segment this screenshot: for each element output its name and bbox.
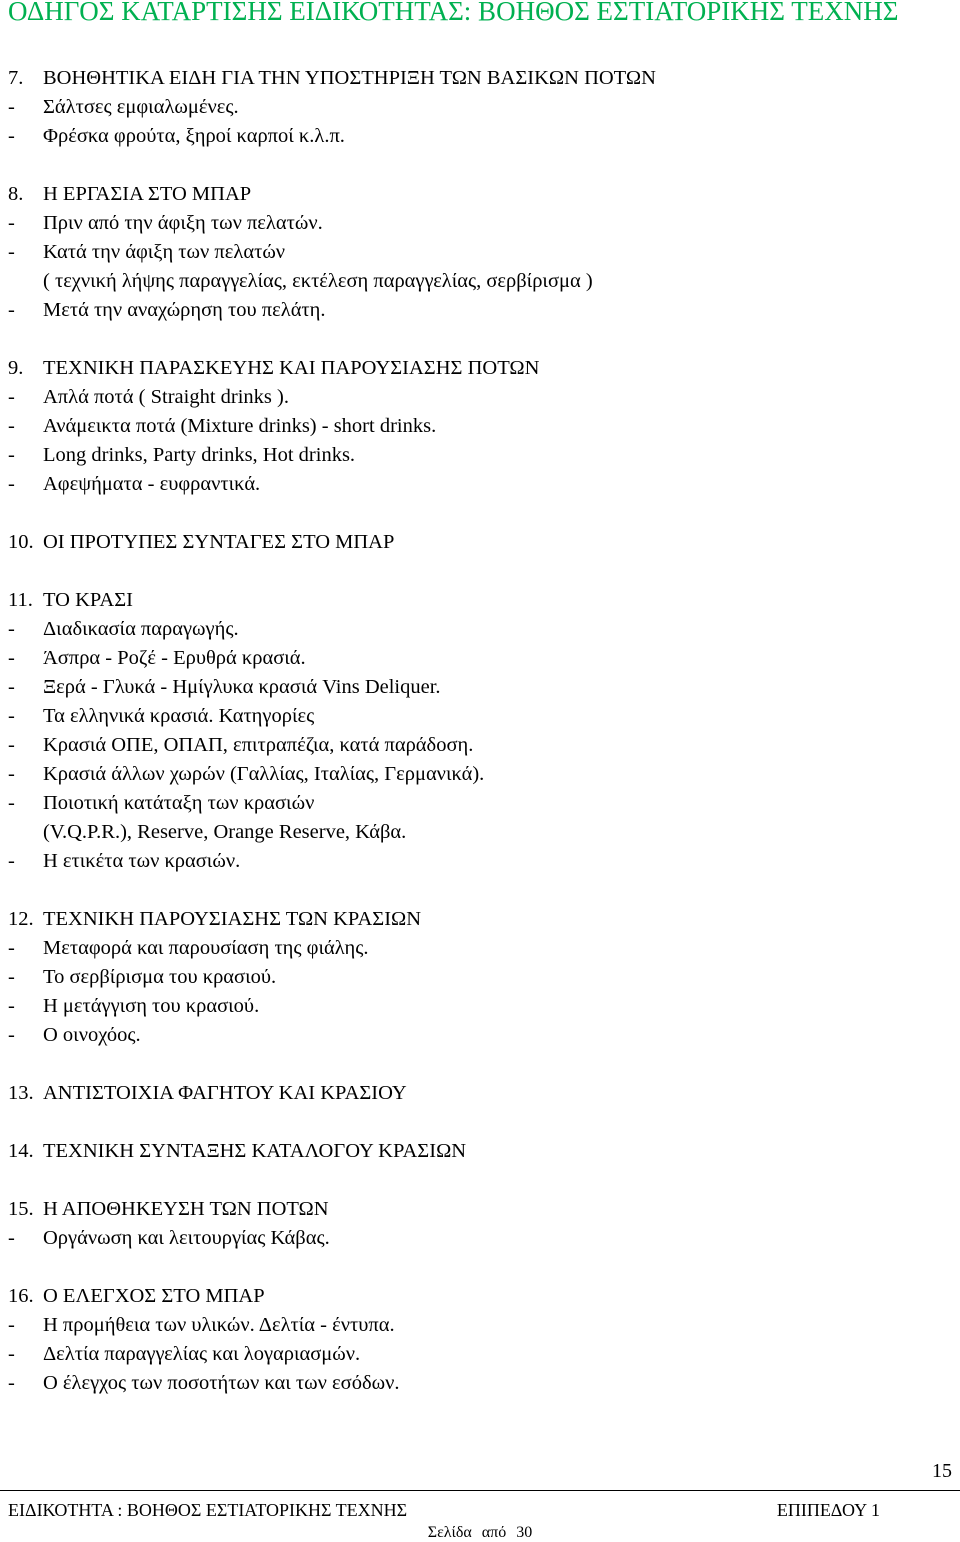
list-item-text: Το σερβίρισμα του κρασιού. bbox=[43, 966, 277, 988]
list-item-text: Κατά την άφιξη των πελατών bbox=[43, 241, 286, 263]
document-body bbox=[8, 64, 948, 1427]
section-heading bbox=[8, 1079, 948, 1108]
bullet-dash: - bbox=[8, 212, 15, 234]
list-item-text: Αφεψήματα - ευφραντικά. bbox=[43, 473, 261, 495]
section-number: 12. bbox=[8, 908, 34, 930]
section-title: ΤΟ ΚΡΑΣΙ bbox=[43, 589, 133, 611]
list-item bbox=[8, 760, 948, 789]
bullet-dash: - bbox=[8, 647, 15, 669]
bullet-dash: - bbox=[8, 966, 15, 988]
bullet-dash: - bbox=[8, 415, 15, 437]
bullet-dash: - bbox=[8, 1024, 15, 1046]
footer-specialty: ΕΙΔΙΚΟΤΗΤΑ : ΒΟΗΘΟΣ ΕΣΤΙΑΤΟΡΙΚΗΣ ΤΕΧΝΗΣ bbox=[8, 1500, 408, 1520]
list-item bbox=[8, 383, 948, 412]
section-number: 10. bbox=[8, 531, 34, 553]
section-title: ΤΕΧΝΙΚΗ ΠΑΡΟΥΣΙΑΣΗΣ ΤΩΝ ΚΡΑΣΙΩΝ bbox=[43, 908, 422, 930]
list-item-continuation: ( τεχνική λήψης παραγγελίας, εκτέλεση παραγγελίας, σερβίρισμα ) bbox=[43, 270, 593, 292]
section-heading bbox=[8, 1195, 948, 1224]
section-number: 7. bbox=[8, 67, 24, 89]
bullet-dash: - bbox=[8, 1314, 15, 1336]
list-item-text: Πριν από την άφιξη των πελατών. bbox=[43, 212, 323, 234]
list-item-text: Απλά ποτά ( Straight drinks ). bbox=[43, 386, 289, 408]
section-number: 8. bbox=[8, 183, 24, 205]
list-item bbox=[8, 1369, 948, 1398]
section-title: ΤΕΧΝΙΚΗ ΠΑΡΑΣΚΕΥΗΣ ΚΑΙ ΠΑΡΟΥΣΙΑΣΗΣ ΠΟΤΩΝ bbox=[43, 357, 540, 379]
footer-level: ΕΠΙΠΕΔΟΥ 1 bbox=[776, 1500, 880, 1520]
list-item-text: Διαδικασία παραγωγής. bbox=[43, 618, 239, 640]
bullet-dash: - bbox=[8, 850, 15, 872]
bullet-dash: - bbox=[8, 96, 15, 118]
bullet-dash: - bbox=[8, 618, 15, 640]
section-number: 15. bbox=[8, 1198, 34, 1220]
section-title: Ο ΕΛΕΓΧΟΣ ΣΤΟ ΜΠΑΡ bbox=[43, 1285, 265, 1307]
bullet-dash: - bbox=[8, 995, 15, 1017]
section-number: 16. bbox=[8, 1285, 34, 1307]
list-item bbox=[8, 1340, 948, 1369]
bullet-dash: - bbox=[8, 1343, 15, 1365]
list-item bbox=[8, 789, 948, 818]
list-item bbox=[8, 673, 948, 702]
list-item-text: Κρασιά ΟΠΕ, ΟΠΑΠ, επιτραπέζια, κατά παράδοση. bbox=[43, 734, 474, 756]
list-item-text: Μεταφορά και παρουσίαση της φιάλης. bbox=[43, 937, 369, 959]
section bbox=[8, 64, 948, 151]
list-item-text: Ανάμεικτα ποτά (Mixture drinks) - short drinks. bbox=[43, 415, 437, 437]
list-item bbox=[8, 644, 948, 673]
list-item bbox=[8, 934, 948, 963]
list-item-text: Ξερά - Γλυκά - Ημίγλυκα κρασιά Vins Deliquer. bbox=[43, 676, 441, 698]
list-item bbox=[8, 615, 948, 644]
section-heading bbox=[8, 528, 948, 557]
section-title: ΒΟΗΘΗΤΙΚΑ ΕΙΔΗ ΓΙΑ ΤΗΝ ΥΠΟΣΤΗΡΙΞΗ ΤΩΝ ΒΑΣΙΚΩΝ ΠΟΤΩΝ bbox=[43, 67, 656, 89]
list-item bbox=[8, 963, 948, 992]
section-heading bbox=[8, 1137, 948, 1166]
section-number: 9. bbox=[8, 357, 24, 379]
list-item-text: Φρέσκα φρούτα, ξηροί καρποί κ.λ.π. bbox=[43, 125, 345, 147]
section-heading bbox=[8, 64, 948, 93]
list-item-text: Η ετικέτα των κρασιών. bbox=[43, 850, 241, 872]
list-item-continuation: (V.Q.P.R.), Reserve, Orange Reserve, Κάβα. bbox=[43, 821, 407, 843]
list-item-text: Σάλτσες εμφιαλωμένες. bbox=[43, 96, 239, 118]
bullet-dash: - bbox=[8, 792, 15, 814]
bullet-dash: - bbox=[8, 734, 15, 756]
document-header bbox=[8, 0, 953, 29]
list-item bbox=[8, 847, 948, 876]
bullet-dash: - bbox=[8, 444, 15, 466]
bullet-dash: - bbox=[8, 1372, 15, 1394]
bullet-dash: - bbox=[8, 705, 15, 727]
section-title: ΟΙ ΠΡΟΤΥΠΕΣ ΣΥΝΤΑΓΕΣ ΣΤΟ ΜΠΑΡ bbox=[43, 531, 395, 553]
list-item-text: Τα ελληνικά κρασιά. Κατηγορίες bbox=[43, 705, 315, 727]
section-number: 13. bbox=[8, 1082, 34, 1104]
section bbox=[8, 1282, 948, 1398]
bullet-dash: - bbox=[8, 125, 15, 147]
list-item-text: Μετά την αναχώρηση του πελάτη. bbox=[43, 299, 326, 321]
list-item-text: Δελτία παραγγελίας και λογαριασμών. bbox=[43, 1343, 361, 1365]
section-heading bbox=[8, 354, 948, 383]
list-item bbox=[8, 93, 948, 122]
list-item-text: Ποιοτική κατάταξη των κρασιών bbox=[43, 792, 315, 814]
list-item bbox=[8, 702, 948, 731]
footer-page-of: Σελίδα από 30 bbox=[427, 1524, 533, 1541]
section-heading bbox=[8, 905, 948, 934]
section-title: ΑΝΤΙΣΤΟΙΧΙΑ ΦΑΓΗΤΟΥ ΚΑΙ ΚΡΑΣΙΟΥ bbox=[43, 1082, 407, 1104]
list-item bbox=[8, 296, 948, 325]
list-item bbox=[8, 1224, 948, 1253]
list-item bbox=[8, 992, 948, 1021]
section bbox=[8, 1079, 948, 1108]
list-item bbox=[8, 1311, 948, 1340]
list-item-text: Η μετάγγιση του κρασιού. bbox=[43, 995, 260, 1017]
bullet-dash: - bbox=[8, 676, 15, 698]
section-number: 14. bbox=[8, 1140, 34, 1162]
bullet-dash: - bbox=[8, 386, 15, 408]
section-title: ΤΕΧΝΙΚΗ ΣΥΝΤΑΞΗΣ ΚΑΤΑΛΟΓΟΥ ΚΡΑΣΙΩΝ bbox=[43, 1140, 467, 1162]
list-item-text: Ο οινοχόος. bbox=[43, 1024, 141, 1046]
bullet-dash: - bbox=[8, 473, 15, 495]
list-item bbox=[8, 238, 948, 267]
list-item-text: Ο έλεγχος των ποσοτήτων και των εσόδων. bbox=[43, 1372, 400, 1394]
list-item bbox=[8, 122, 948, 151]
document-header-title: ΟΔΗΓΟΣ ΚΑΤΑΡΤΙΣΗΣ ΕΙΔΙΚΟΤΗΤΑΣ: ΒΟΗΘΟΣ ΕΣΤΙΑΤΟΡΙΚΗΣ ΤΕΧΝΗΣ bbox=[8, 0, 899, 26]
section bbox=[8, 586, 948, 876]
bullet-dash: - bbox=[8, 763, 15, 785]
section bbox=[8, 180, 948, 325]
section bbox=[8, 1195, 948, 1253]
list-item bbox=[8, 731, 948, 760]
section-heading bbox=[8, 586, 948, 615]
section-heading bbox=[8, 180, 948, 209]
section-title: Η ΑΠΟΘΗΚΕΥΣΗ ΤΩΝ ΠΟΤΩΝ bbox=[43, 1198, 329, 1220]
list-item-text: Κρασιά άλλων χωρών (Γαλλίας, Ιταλίας, Γερμανικά). bbox=[43, 763, 485, 785]
bullet-dash: - bbox=[8, 299, 15, 321]
list-item bbox=[8, 470, 948, 499]
page-number: 15 bbox=[932, 1460, 952, 1482]
footer-rule bbox=[0, 1490, 960, 1491]
bullet-dash: - bbox=[8, 1227, 15, 1249]
bullet-dash: - bbox=[8, 241, 15, 263]
list-item-text: Η προμήθεια των υλικών. Δελτία - έντυπα. bbox=[43, 1314, 395, 1336]
section-heading bbox=[8, 1282, 948, 1311]
list-item bbox=[8, 1021, 948, 1050]
bullet-dash: - bbox=[8, 937, 15, 959]
list-item-text: Άσπρα - Ροζέ - Ερυθρά κρασιά. bbox=[43, 647, 306, 669]
list-item bbox=[8, 412, 948, 441]
section bbox=[8, 1137, 948, 1166]
section bbox=[8, 528, 948, 557]
section bbox=[8, 905, 948, 1050]
section bbox=[8, 354, 948, 499]
list-item-text: Οργάνωση και λειτουργίας Κάβας. bbox=[43, 1227, 330, 1249]
list-item-text: Long drinks, Party drinks, Hot drinks. bbox=[43, 444, 356, 466]
section-number: 11. bbox=[8, 589, 33, 611]
list-item bbox=[8, 441, 948, 470]
section-title: Η ΕΡΓΑΣΙΑ ΣΤΟ ΜΠΑΡ bbox=[43, 183, 252, 205]
list-item bbox=[8, 209, 948, 238]
